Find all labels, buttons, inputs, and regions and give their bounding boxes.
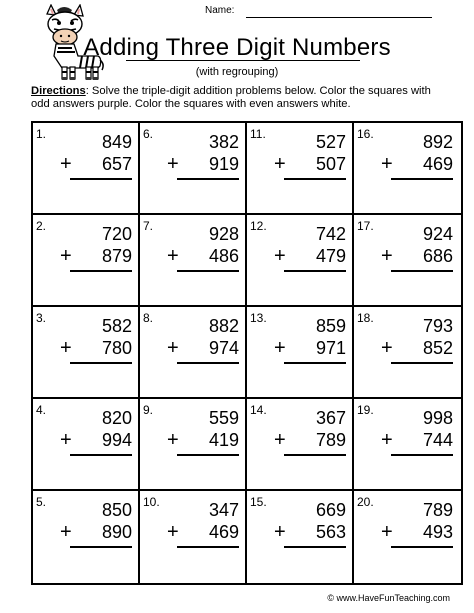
problem-number: 4. [36,403,47,417]
addition-problem [379,223,453,267]
addend-bottom: 780 [101,338,132,358]
addend-top: 347 [208,500,239,520]
addition-problem [58,407,132,451]
addend-bottom-row [379,245,453,267]
problem-cell[interactable] [33,215,140,307]
addition-problem [272,407,346,451]
addition-problem [272,499,346,543]
addend-top: 859 [315,316,346,336]
addend-top: 892 [422,132,453,152]
addition-problem [379,499,453,543]
plus-sign: + [381,429,393,451]
answer-line [391,178,453,180]
answer-line [177,362,239,364]
plus-sign: + [274,337,286,359]
problem-grid [31,121,463,585]
problem-number: 7. [143,219,154,233]
addend-top: 924 [422,224,453,244]
plus-sign: + [274,429,286,451]
problem-number: 13. [250,311,267,325]
addend-bottom: 469 [422,154,453,174]
addend-bottom: 469 [208,522,239,542]
addend-bottom: 563 [315,522,346,542]
addend-top: 382 [208,132,239,152]
addend-bottom-row [165,429,239,451]
answer-line [391,454,453,456]
addend-bottom-row [379,337,453,359]
problem-number: 19. [357,403,374,417]
answer-line [70,362,132,364]
plus-sign: + [167,521,179,543]
addend-top: 882 [208,316,239,336]
plus-sign: + [167,245,179,267]
problem-cell[interactable] [33,307,140,399]
problem-number: 17. [357,219,374,233]
addend-bottom-row [58,245,132,267]
addend-bottom-row [272,337,346,359]
problem-cell[interactable] [247,307,354,399]
problem-number: 2. [36,219,47,233]
addend-bottom: 686 [422,246,453,266]
footer-copyright: © www.HaveFunTeaching.com [327,593,450,603]
addition-problem [272,223,346,267]
plus-sign: + [274,153,286,175]
plus-sign: + [60,337,72,359]
addend-bottom: 890 [101,522,132,542]
problem-cell[interactable] [33,399,140,491]
problem-number: 14. [250,403,267,417]
addition-problem [165,407,239,451]
page-title: Adding Three Digit Numbers [83,34,391,61]
addend-top: 742 [315,224,346,244]
plus-sign: + [60,521,72,543]
problem-cell[interactable] [247,399,354,491]
directions-text: : Solve the triple-digit addition problems below. Color the squares with odd answers purple. Color the squares with even answers white. [31,85,431,110]
addend-top: 789 [422,500,453,520]
plus-sign: + [60,153,72,175]
answer-line [177,454,239,456]
answer-line [70,546,132,548]
problem-number: 18. [357,311,374,325]
problem-number: 6. [143,127,154,141]
addition-problem [165,223,239,267]
answer-line [284,454,346,456]
problem-number: 10. [143,495,160,509]
page-subtitle: (with regrouping) [195,66,279,78]
problem-number: 20. [357,495,374,509]
answer-line [177,546,239,548]
directions-label: Directions [31,85,86,97]
addend-bottom: 789 [315,430,346,450]
addend-bottom-row [272,521,346,543]
addition-problem [379,315,453,359]
addend-bottom: 974 [208,338,239,358]
addend-top: 850 [101,500,132,520]
plus-sign: + [381,337,393,359]
plus-sign: + [167,337,179,359]
plus-sign: + [60,429,72,451]
problem-cell[interactable] [354,491,461,583]
addend-bottom: 486 [208,246,239,266]
answer-line [391,546,453,548]
problem-cell[interactable] [140,215,247,307]
addend-bottom: 479 [315,246,346,266]
problem-cell[interactable] [33,123,140,215]
problem-cell[interactable] [140,399,247,491]
problem-number: 1. [36,127,47,141]
addend-bottom: 852 [422,338,453,358]
addend-top: 928 [208,224,239,244]
answer-line [284,362,346,364]
plus-sign: + [167,429,179,451]
addend-bottom-row [58,337,132,359]
plus-sign: + [381,245,393,267]
answer-line [284,546,346,548]
addend-bottom-row [165,153,239,175]
problem-cell[interactable] [247,491,354,583]
plus-sign: + [274,521,286,543]
problem-cell[interactable] [140,123,247,215]
addend-bottom-row [379,429,453,451]
answer-line [70,270,132,272]
problem-cell[interactable] [247,123,354,215]
problem-number: 11. [250,127,266,141]
directions [31,85,451,111]
addend-top: 998 [422,408,453,428]
addend-top: 582 [101,316,132,336]
addend-bottom-row [58,153,132,175]
name-label: Name: [205,5,235,16]
addend-top: 527 [315,132,346,152]
problem-number: 8. [143,311,154,325]
problem-number: 12. [250,219,267,233]
answer-line [284,270,346,272]
addend-bottom: 971 [315,338,346,358]
plus-sign: + [167,153,179,175]
addend-top: 849 [101,132,132,152]
addend-bottom-row [272,429,346,451]
problem-number: 16. [357,127,374,141]
addend-bottom: 507 [315,154,346,174]
addend-bottom-row [379,153,453,175]
addend-top: 720 [101,224,132,244]
problem-cell[interactable] [140,307,247,399]
addend-top: 559 [208,408,239,428]
addend-top: 820 [101,408,132,428]
plus-sign: + [60,245,72,267]
addend-bottom-row [165,337,239,359]
answer-line [70,178,132,180]
addend-bottom-row [272,153,346,175]
plus-sign: + [381,521,393,543]
plus-sign: + [381,153,393,175]
addition-problem [379,131,453,175]
addition-problem [58,223,132,267]
addend-bottom-row [165,245,239,267]
answer-line [70,454,132,456]
addition-problem [272,315,346,359]
addition-problem [58,131,132,175]
addend-bottom-row [58,521,132,543]
problem-number: 3. [36,311,47,325]
answer-line [284,178,346,180]
addend-bottom: 493 [422,522,453,542]
addend-bottom-row [58,429,132,451]
addend-top: 669 [315,500,346,520]
plus-sign: + [274,245,286,267]
problem-cell[interactable] [354,215,461,307]
addend-top: 793 [422,316,453,336]
addition-problem [58,499,132,543]
answer-line [177,270,239,272]
addend-bottom: 419 [208,430,239,450]
addition-problem [165,499,239,543]
title-underline [126,60,360,61]
addend-bottom: 744 [422,430,453,450]
addition-problem [379,407,453,451]
addend-bottom: 657 [101,154,132,174]
addition-problem [165,131,239,175]
answer-line [177,178,239,180]
problem-number: 5. [36,495,47,509]
problem-cell[interactable] [354,399,461,491]
answer-line [391,270,453,272]
addend-top: 367 [315,408,346,428]
answer-line [391,362,453,364]
problem-cell[interactable] [354,123,461,215]
problem-number: 15. [250,495,267,509]
addition-problem [272,131,346,175]
problem-cell[interactable] [140,491,247,583]
addend-bottom: 994 [101,430,132,450]
problem-number: 9. [143,403,154,417]
problem-cell[interactable] [33,491,140,583]
name-line[interactable] [246,17,432,18]
addition-problem [165,315,239,359]
problem-cell[interactable] [247,215,354,307]
problem-cell[interactable] [354,307,461,399]
addend-bottom-row [272,245,346,267]
addend-bottom-row [165,521,239,543]
addend-bottom: 879 [101,246,132,266]
addend-bottom: 919 [208,154,239,174]
addend-bottom-row [379,521,453,543]
addition-problem [58,315,132,359]
